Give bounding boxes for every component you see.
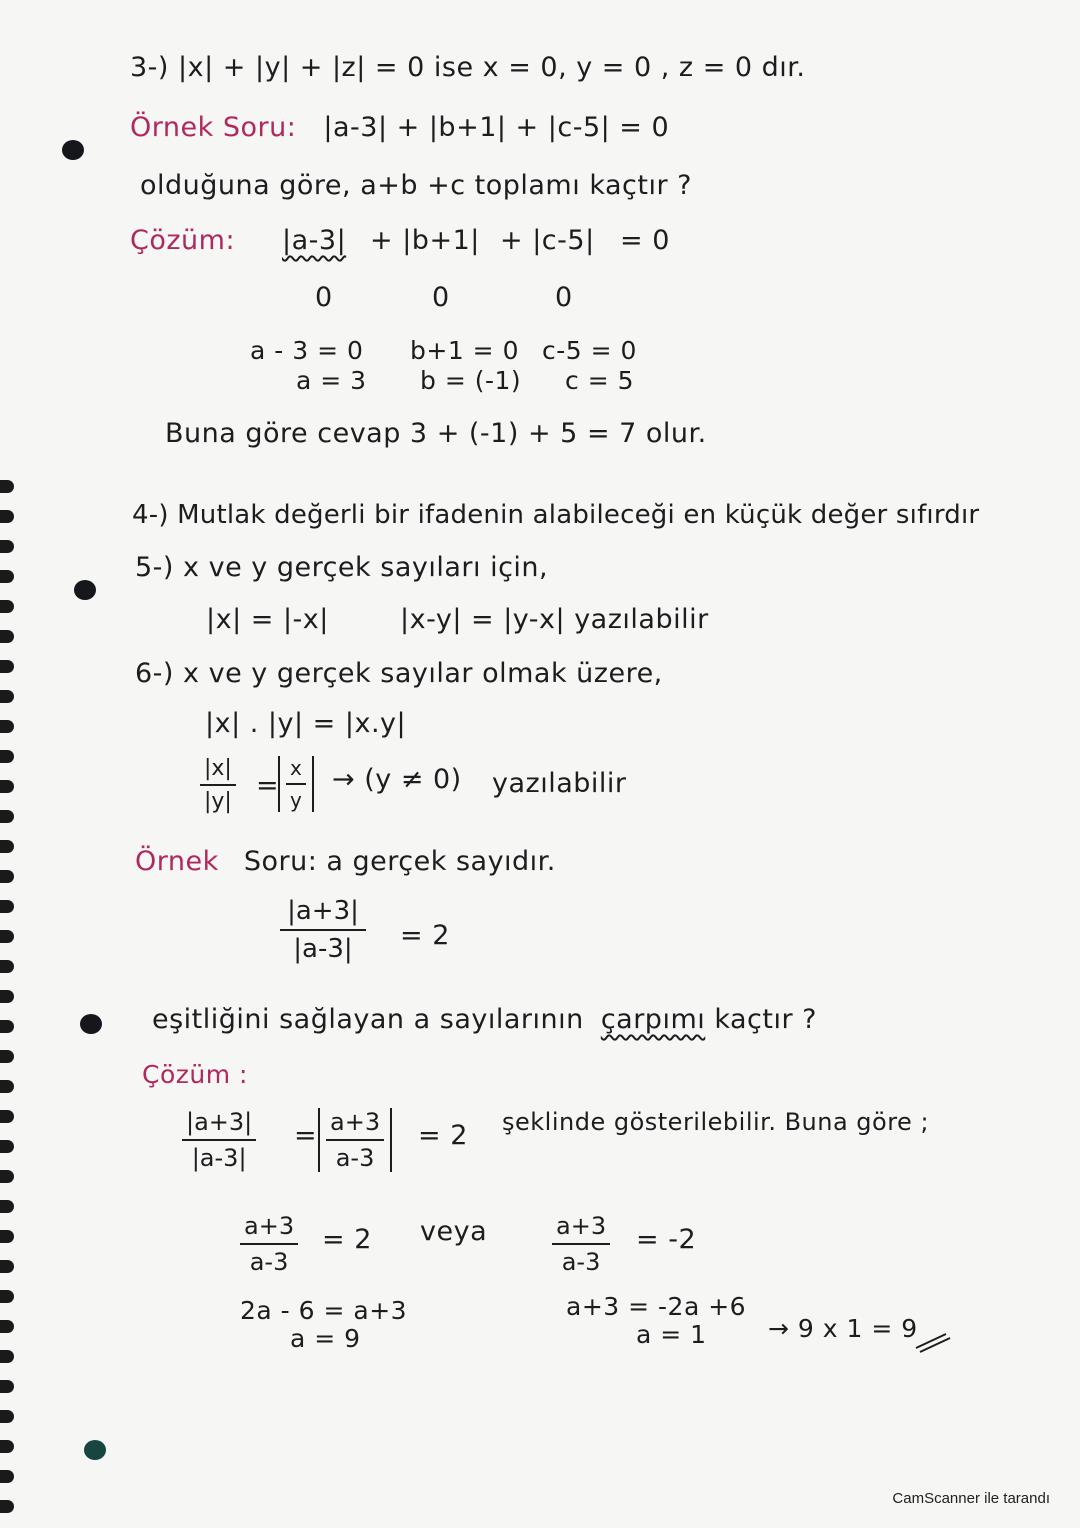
double-underline-mark [912, 1330, 952, 1354]
rule-6-product: |x| . |y| = |x.y| [205, 708, 407, 739]
quotient-condition: → (y ≠ 0) [332, 764, 462, 795]
eq-c-1: c-5 = 0 [542, 336, 637, 365]
answer-1: Buna göre cevap 3 + (-1) + 5 = 7 olur. [165, 418, 707, 449]
solution-2-label: Çözüm : [142, 1060, 248, 1089]
case-1-step: 2a - 6 = a+3 [240, 1296, 408, 1325]
example-expression: |a-3| + |b+1| + |c-5| = 0 [323, 112, 670, 143]
eq-b-2: b = (-1) [420, 366, 522, 395]
example-question: olduğuna göre, a+b +c toplamı kaçtır ? [140, 170, 692, 201]
rule-6-intro: 6-) x ve y gerçek sayılar olmak üzere, [135, 658, 663, 689]
rule-5-formula-2: |x-y| = |y-x| yazılabilir [400, 604, 709, 635]
solution-label: Çözüm: [130, 225, 236, 256]
rule-5-intro: 5-) x ve y gerçek sayıları için, [135, 552, 549, 583]
example-2-question: eşitliğini sağlayan a sayılarının çarpımı kaçtır ? [152, 1004, 817, 1035]
solution-2-lhs: |a+3| |a-3| [182, 1108, 256, 1172]
solution-term-c: + |c-5| [500, 225, 595, 256]
example-2 [135, 846, 556, 877]
rule-3: 3-) |x| + |y| + |z| = 0 ise x = 0, y = 0 , z = 0 dır. [130, 52, 806, 83]
solution-term-a: |a-3| [282, 225, 347, 256]
solution-term-b: + |b+1| [370, 225, 480, 256]
veya: veya [420, 1216, 488, 1247]
punch-hole [74, 580, 96, 600]
eq-a-1: a - 3 = 0 [250, 336, 364, 365]
example-2-fraction: |a+3| |a-3| [280, 896, 366, 964]
zero-c: 0 [555, 282, 573, 313]
rule-4: 4-) Mutlak değerli bir ifadenin alabileceği en küçük değer sıfırdır [132, 500, 980, 530]
eq-b-1: b+1 = 0 [410, 336, 519, 365]
case-2-rhs: = -2 [636, 1224, 697, 1255]
punch-hole [84, 1440, 106, 1460]
quotient-lhs: |x| |y| [200, 756, 236, 814]
example-label: Örnek Soru: [130, 112, 297, 143]
quotient-rhs: x y [278, 756, 314, 812]
punch-hole [62, 140, 84, 160]
solution-2-rhs: = 2 [418, 1120, 468, 1151]
zero-a: 0 [315, 282, 333, 313]
solution-2-note: şeklinde gösterilebilir. Buna göre ; [502, 1108, 930, 1136]
quotient-note: yazılabilir [492, 768, 627, 799]
case-2-step: a+3 = -2a +6 [566, 1292, 747, 1321]
case-1-rhs: = 2 [322, 1224, 372, 1255]
case-2-result: a = 1 [636, 1320, 707, 1349]
quotient-eq: = [256, 770, 280, 801]
eq-c-2: c = 5 [565, 366, 634, 395]
case-2-fraction: a+3 a-3 [552, 1212, 610, 1276]
solution-1-line [130, 225, 235, 256]
final-answer: → 9 x 1 = 9 [768, 1314, 918, 1343]
solution-term-eq: = 0 [620, 225, 670, 256]
case-1-result: a = 9 [290, 1324, 361, 1353]
scanner-watermark: CamScanner ile tarandı [892, 1490, 1050, 1507]
eq-a-2: a = 3 [296, 366, 367, 395]
zero-b: 0 [432, 282, 450, 313]
example-2-label: Örnek [135, 846, 219, 877]
solution-2-abs: a+3 a-3 [318, 1108, 392, 1172]
example-2-text: Soru: a gerçek sayıdır. [243, 846, 556, 877]
case-1-fraction: a+3 a-3 [240, 1212, 298, 1276]
example-2-rhs: = 2 [400, 920, 450, 951]
punch-hole [80, 1014, 102, 1034]
wavy-underlined-word: çarpımı [600, 1004, 706, 1035]
example-1 [130, 112, 669, 143]
rule-5-formula-1: |x| = |-x| [206, 604, 329, 635]
solution-2-eq: = [294, 1120, 318, 1151]
